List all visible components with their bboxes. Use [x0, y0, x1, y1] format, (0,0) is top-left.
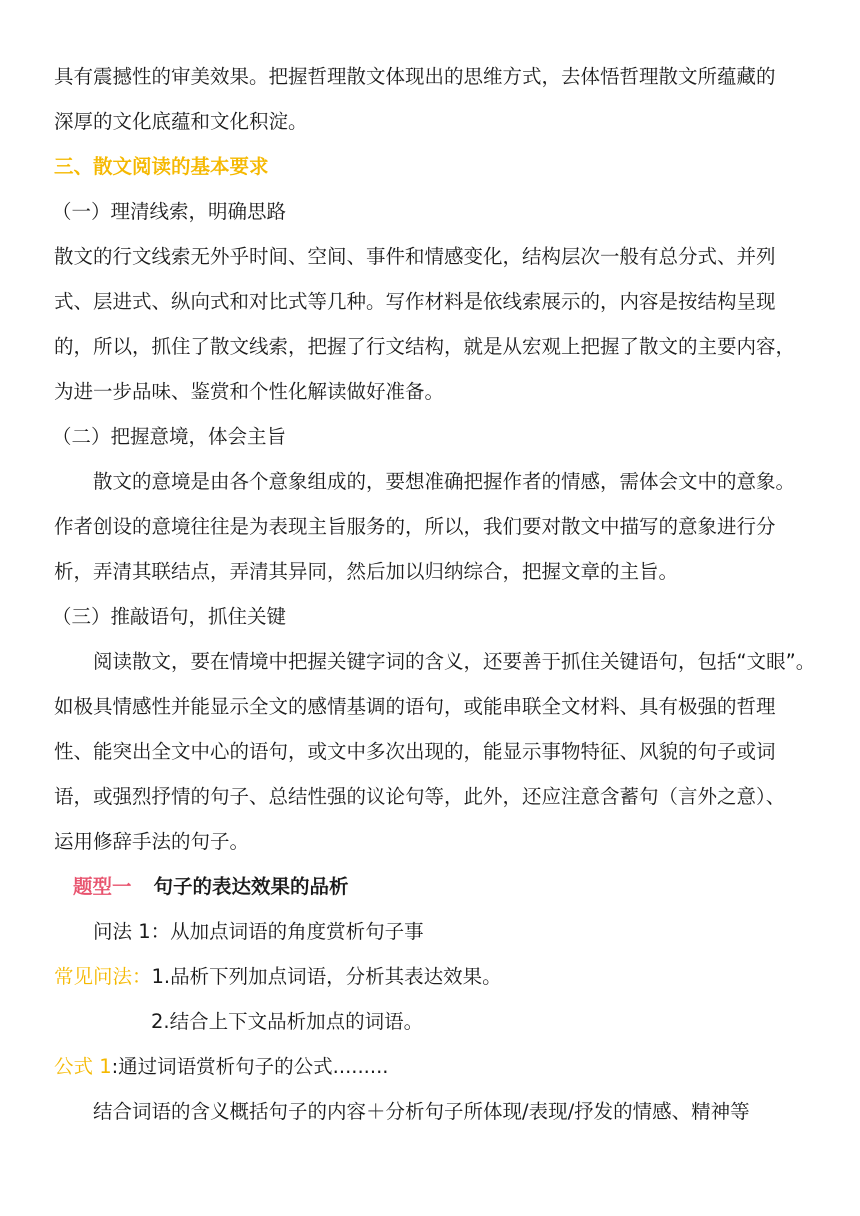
question-type-heading — [54, 864, 814, 909]
question-type-label: 题型一 — [73, 875, 132, 898]
paragraph-line: 的，所以，抓住了散文线索，把握了行文结构，就是从宏观上把握了散文的主要内容， — [54, 335, 796, 358]
formula-line — [54, 1044, 814, 1089]
common-question-2: 2.结合上下文品析加点的词语。 — [151, 1010, 424, 1033]
formula-body: 结合词语的含义概括句子的内容＋分析句子所体现/表现/抒发的情感、精神等 — [93, 1100, 750, 1123]
paragraph-line: 为进一步品味、鉴赏和个性化解读做好准备。 — [54, 380, 445, 403]
subsection-heading: （三）推敲语句，抓住关键 — [52, 605, 287, 628]
common-questions — [54, 954, 814, 999]
document-page — [54, 54, 814, 1134]
paragraph-line: 语，或强烈抒情的句子、总结性强的议论句等，此外，还应注意含蓄句（言外之意）、 — [54, 785, 786, 808]
paragraph-line: 作者创设的意境往往是为表现主旨服务的，所以，我们要对散文中描写的意象进行分 — [54, 515, 776, 538]
paragraph-line: 深厚的文化底蕴和文化积淀。 — [54, 110, 308, 133]
subsection-heading: （二）把握意境，体会主旨 — [52, 425, 287, 448]
paragraph-line: 运用修辞手法的句子。 — [54, 830, 250, 853]
paragraph-line: 散文的意境是由各个意象组成的，要想准确把握作者的情感，需体会文中的意象。 — [93, 470, 796, 493]
subsection-heading: （一）理清线索，明确思路 — [52, 200, 287, 223]
question-method: 问法 1：从加点词语的角度赏析句子事 — [93, 920, 424, 943]
formula-text: :通过词语赏析句子的公式......... — [111, 1055, 389, 1078]
question-type-title: 句子的表达效果的品析 — [153, 875, 349, 898]
common-question-1: 1.品析下列加点词语，分析其表达效果。 — [151, 965, 502, 988]
paragraph-line: 如极具情感性并能显示全文的感情基调的语句，或能串联全文材料、具有极强的哲理 — [54, 695, 776, 718]
section-heading: 三、散文阅读的基本要求 — [54, 155, 269, 178]
formula-label: 公式 1 — [54, 1055, 112, 1078]
paragraph-line: 具有震撼性的审美效果。把握哲理散文体现出的思维方式，去体悟哲理散文所蕴藏的 — [54, 65, 776, 88]
paragraph-line: 散文的行文线索无外乎时间、空间、事件和情感变化，结构层次一般有总分式、并列 — [54, 245, 776, 268]
paragraph-line: 性、能突出全文中心的语句，或文中多次出现的，能显示事物特征、风貌的句子或词 — [54, 740, 776, 763]
common-questions-label: 常见问法： — [54, 965, 152, 988]
paragraph-line: 析，弄清其联结点，弄清其异同，然后加以归纳综合，把握文章的主旨。 — [54, 560, 679, 583]
paragraph-line: 式、层进式、纵向式和对比式等几种。写作材料是依线索展示的，内容是按结构呈现 — [54, 290, 776, 313]
paragraph-line: 阅读散文，要在情境中把握关键字词的含义，还要善于抓住关键语句，包括“文眼”。 — [93, 650, 816, 673]
